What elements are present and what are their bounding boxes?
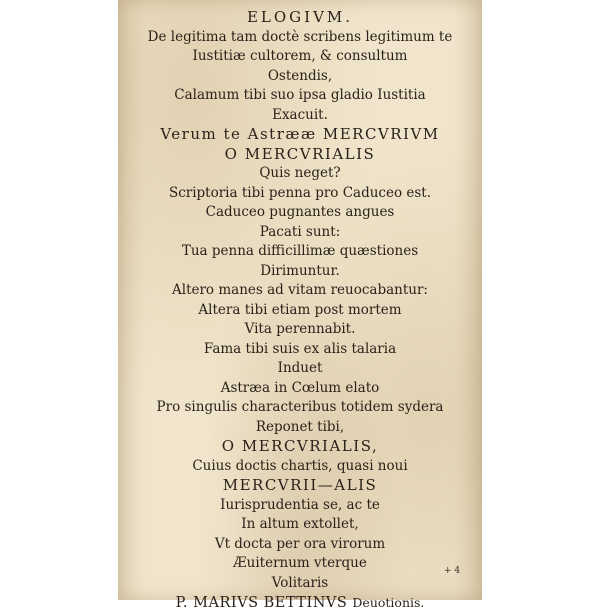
text-line: Scriptoria tibi penna pro Caduceo est. [168,184,432,201]
book-page [118,0,482,611]
text-line: Volitaris [271,574,329,591]
signature-suffix: Deuotionis. [352,595,425,610]
text-line: Quis neget? [259,165,341,181]
text-line: Pro singulis characteribus totidem sydera [156,399,444,415]
text-line: Iurisprudentia se, ac te [220,496,380,513]
signature-name: P. MARIVS BETTINVS [175,595,348,611]
text-line: Fama tibi suis ex alis talaria [203,340,397,357]
text-line: Iustitiæ cultorem, & consultum [192,48,408,64]
text-line: Vt docta per ora virorum [214,535,386,552]
text-line: Vita perennabit. [244,321,356,337]
text-line: Calamum tibi suo ipsa gladio Iustitia [174,87,426,103]
text-line: Reponet tibi, [255,418,345,435]
text-line: O MERCVRIALIS [224,144,376,163]
signature-line [118,593,482,613]
text-line: Caduceo pugnantes angues [205,204,395,220]
text-line: Verum te Astrææ MERCVRIVM [160,125,440,143]
text-line: MERCVRII—ALIS [222,476,378,494]
text-line: Exacuit. [272,106,328,123]
text-line: O MERCVRIALIS, [221,437,379,455]
text-line: In altum extollet, [241,516,359,532]
text-line: Ostendis, [267,67,333,84]
heading-elogium: ELOGIVM. [246,8,354,26]
text-line: De legitima tam doctè scribens legitimum te [147,28,453,45]
elogium-text [118,8,482,613]
text-line: Dirimuntur. [260,262,340,279]
text-line: Altera tibi etiam post mortem [198,301,402,318]
text-line: Æuiternum vterque [233,555,367,571]
text-line: Astræa in Cœlum elato [220,379,380,396]
text-line: Induet [277,360,323,376]
text-line: Pacati sunt: [259,223,341,240]
text-line: Tua penna difficillimæ quæstiones [181,243,419,259]
printer-mark: + 4 [444,566,461,576]
text-line: Cuius doctis chartis, quasi noui [192,457,408,474]
text-line: Altero manes ad vitam reuocabantur: [172,282,428,298]
